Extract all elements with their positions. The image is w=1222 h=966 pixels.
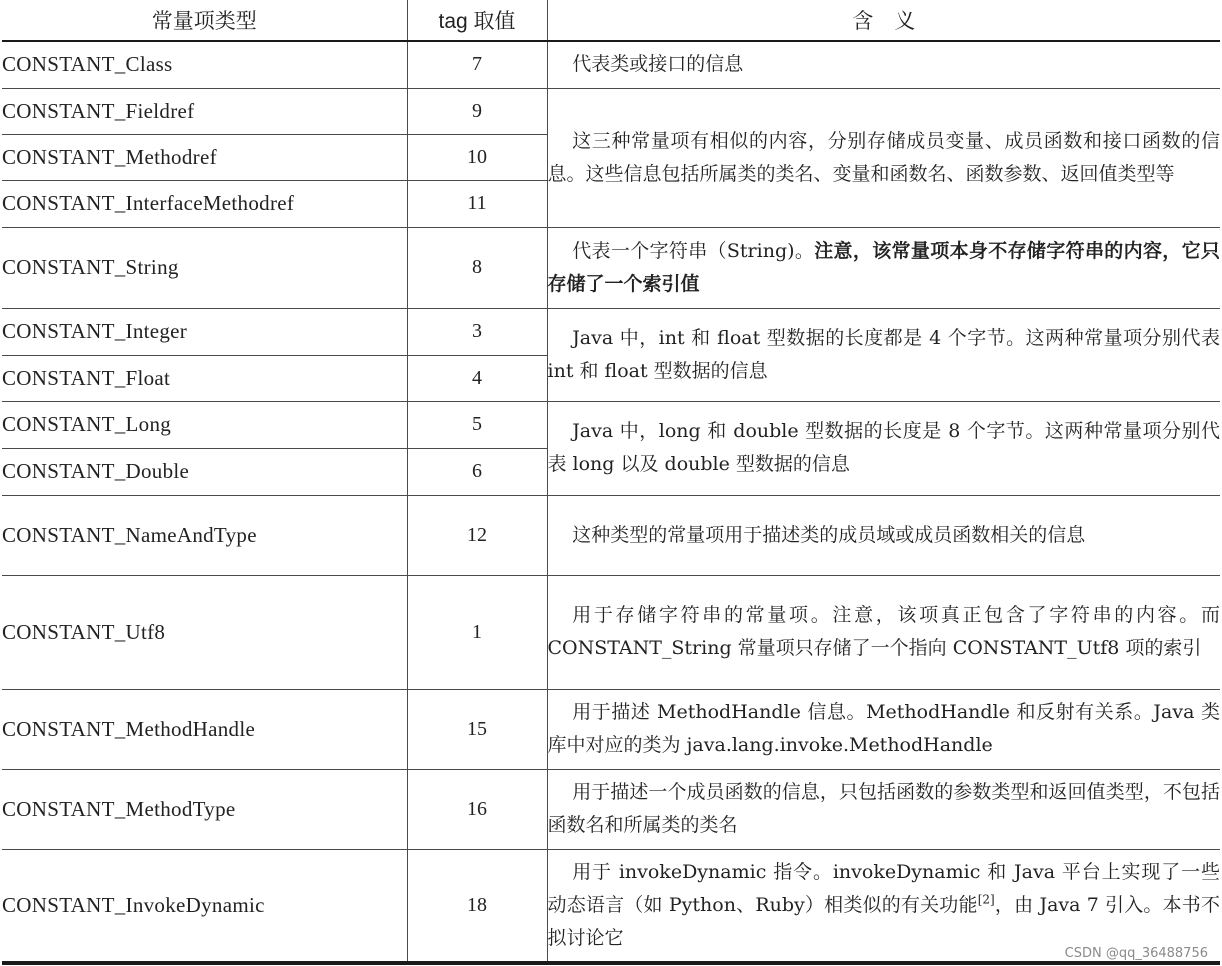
type-cell: CONSTANT_Utf8 — [2, 575, 407, 689]
tag-cell: 3 — [407, 308, 547, 355]
tag-cell: 18 — [407, 849, 547, 963]
watermark: CSDN @qq_36488756 — [1064, 946, 1208, 961]
type-cell: CONSTANT_NameAndType — [2, 495, 407, 575]
tag-cell: 9 — [407, 88, 547, 134]
type-cell: CONSTANT_InterfaceMethodref — [2, 180, 407, 227]
tag-cell: 4 — [407, 355, 547, 401]
tag-cell: 12 — [407, 495, 547, 575]
tag-cell: 8 — [407, 227, 547, 308]
desc-text: 代表一个字符串（String)。 — [572, 239, 815, 262]
header-tag: tag 取值 — [407, 0, 547, 41]
table-row — [2, 88, 1220, 134]
table-row — [2, 227, 1220, 308]
constant-pool-table — [2, 0, 1220, 965]
table-row — [2, 495, 1220, 575]
type-cell: CONSTANT_MethodType — [2, 769, 407, 849]
table-row — [2, 41, 1220, 88]
header-row — [2, 0, 1220, 41]
header-type: 常量项类型 — [2, 0, 407, 41]
desc-cell: Java 中，long 和 double 型数据的长度是 8 个字节。这两种常量项分别代表 long 以及 double 型数据的信息 — [547, 401, 1220, 495]
type-cell: CONSTANT_Fieldref — [2, 88, 407, 134]
desc-cell: 这种类型的常量项用于描述类的成员域或成员函数相关的信息 — [547, 495, 1220, 575]
desc-cell: 用于存储字符串的常量项。注意，该项真正包含了字符串的内容。而 CONSTANT_String 常量项只存储了一个指向 CONSTANT_Utf8 项的索引 — [547, 575, 1220, 689]
tag-cell: 1 — [407, 575, 547, 689]
tag-cell: 7 — [407, 41, 547, 88]
desc-bold-text: 注意，该常量项本身不存储字符串的内容，它只存储了一个索引值 — [547, 239, 1220, 295]
footnote-ref: [2] — [977, 892, 995, 907]
desc-tail-text: ，由 Java 7 引入。本书不拟讨论它 — [547, 893, 1221, 949]
type-cell: CONSTANT_Long — [2, 401, 407, 448]
table-row — [2, 769, 1220, 849]
tag-cell: 16 — [407, 769, 547, 849]
table-row — [2, 689, 1220, 769]
tag-cell: 5 — [407, 401, 547, 448]
table-row — [2, 575, 1220, 689]
table-row — [2, 308, 1220, 355]
type-cell: CONSTANT_InvokeDynamic — [2, 849, 407, 963]
tag-cell: 10 — [407, 134, 547, 180]
desc-cell — [547, 227, 1220, 308]
type-cell: CONSTANT_Float — [2, 355, 407, 401]
desc-cell: 用于描述 MethodHandle 信息。MethodHandle 和反射有关系。Java 类库中对应的类为 java.lang.invoke.MethodHandle — [547, 689, 1220, 769]
type-cell: CONSTANT_String — [2, 227, 407, 308]
type-cell: CONSTANT_MethodHandle — [2, 689, 407, 769]
type-cell: CONSTANT_Methodref — [2, 134, 407, 180]
type-cell: CONSTANT_Double — [2, 448, 407, 495]
type-cell: CONSTANT_Class — [2, 41, 407, 88]
desc-text: 用于 invokeDynamic 指令。invokeDynamic 和 Java 平台上实现了一些动态语言（如 Python、Ruby）相类似的有关功能 — [547, 860, 1220, 916]
table-row — [2, 849, 1220, 963]
header-meaning: 含 义 — [547, 0, 1220, 41]
tag-cell: 15 — [407, 689, 547, 769]
desc-cell: 用于描述一个成员函数的信息，只包括函数的参数类型和返回值类型，不包括函数名和所属类的类名 — [547, 769, 1220, 849]
desc-cell: 这三种常量项有相似的内容，分别存储成员变量、成员函数和接口函数的信息。这些信息包括所属类的类名、变量和函数名、函数参数、返回值类型等 — [547, 88, 1220, 227]
desc-cell: 代表类或接口的信息 — [547, 41, 1220, 88]
tag-cell: 6 — [407, 448, 547, 495]
desc-cell: Java 中，int 和 float 型数据的长度都是 4 个字节。这两种常量项分别代表 int 和 float 型数据的信息 — [547, 308, 1220, 401]
tag-cell: 11 — [407, 180, 547, 227]
type-cell: CONSTANT_Integer — [2, 308, 407, 355]
table-row — [2, 401, 1220, 448]
